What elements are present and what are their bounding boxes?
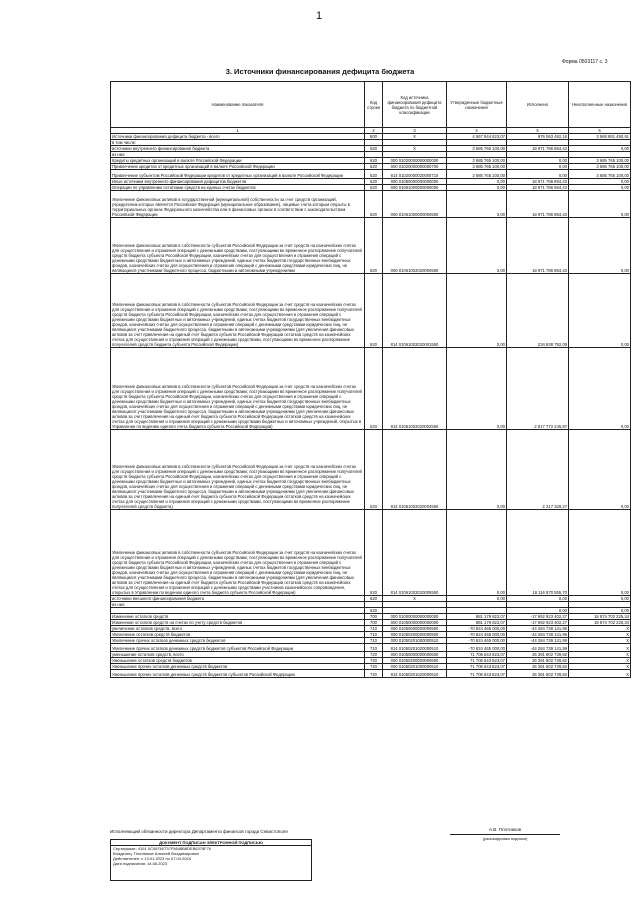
column-number: 4 [447,128,507,134]
row-line-code-cell: 700 [365,614,383,620]
row-source-code-cell: 000 01050000000000600 [383,652,447,658]
page-number-mark: 1 [316,10,323,22]
row-executed-cell: 0,00 [507,596,569,602]
row-approved-cell: 71 706 643 823,07 [447,664,507,670]
table-row [111,638,631,644]
row-executed-cell: -17 992 923 402,27 [507,620,569,626]
row-executed-cell: -44 284 739 141,99 [507,626,569,632]
row-name-cell: Уменьшение прочих остатков денежных средств бюджетов субъектов Российской Федерации [111,670,365,678]
row-name-cell: из них: [111,602,365,608]
signature-caption: (расшифровка подписи) [482,836,528,841]
row-unexecuted-cell: X [569,644,631,652]
row-line-code-cell: 720 [365,652,383,658]
row-unexecuted-cell: X [569,638,631,644]
row-executed-cell: 0,00 [507,170,569,179]
row-unexecuted-cell: 0,00 [569,608,631,614]
row-unexecuted-cell: X [569,670,631,678]
row-unexecuted-cell: 3 685 765 100,00 [569,158,631,164]
row-line-code-cell: 520 [365,274,383,348]
row-unexecuted-cell: 0,00 [569,348,631,430]
row-approved-cell: 0,00 [447,179,507,185]
row-name-cell: уменьшение остатков средств, всего [111,652,365,658]
financing-sources-table [110,81,631,678]
row-source-code-cell: 814 01061002020005550 [383,510,447,596]
row-approved-cell: 0,00 [447,191,507,218]
row-executed-cell: 26 391 802 739,82 [507,658,569,664]
signatory-position: Исполняющий обязанности директора Департамента финансов города Севастополя [110,829,288,834]
row-approved-cell: 0,00 [447,348,507,430]
row-source-code-cell: 814 01050201020000610 [383,670,447,678]
row-name-cell: Увеличение финансовых активов в собственности субъектов Российской Федерации за счет средств на казначейских счетах для осуществления и отражения операций с денежными средствами, поступающими во временное распоряжение получателей средств бюджета субъекта Российской Федерации, казначейских счетах для осуществления и отражения операций с денежными средствами бюджетных и автономных учреждений, единых счетах бюджетов государственных внебюджетных фондов, казначейских счетах для осуществления и отражения операций с денежными средствами юридических лиц, не являющихся участниками бюджетного процесса, бюджетными и автономными учреждениями (для увеличения финансовых активов за счет привлечения на единый счет бюджета субъекта Российской Федерации остатков средств на казначейских счетах для осуществления и отражения операций с денежными средствами бюджетных и автономных учреждений, открытых в Управлении по ведению единого счета бюджета субъекта Российской Федерации) [111,348,365,430]
row-name-cell: Иные источники внутреннего финансирования дефицитов бюджетов [111,179,365,185]
row-line-code-cell: 520 [365,348,383,430]
row-name-cell: в том числе: [111,140,365,146]
row-name-cell: Привлечение кредитов от кредитных организаций в валюте Российской Федерации [111,164,365,170]
row-approved-cell: 71 706 643 823,07 [447,652,507,658]
stamp-title: ДОКУМЕНТ ПОДПИСАН ЭЛЕКТРОННОЙ ПОДПИСЬЮ [111,840,311,846]
row-line-code-cell: 520 [365,430,383,510]
table-body [111,134,631,678]
row-approved-cell: 0,00 [447,218,507,274]
row-executed-cell: 976 063 492,16 [507,134,569,140]
row-executed-cell: -17 992 923 402,27 [507,614,569,620]
row-approved-cell: 3 685 765 100,00 [447,146,507,152]
row-name-cell: Увеличение финансовых активов в собственности субъектов Российской Федерации за счет средств на казначейских счетах для осуществления и отражения операций с денежными средствами, поступающими во временное распоряжение получателей средств бюджета субъекта Российской Федерации, казначейских счетах для осуществления и отражения операций с денежными средствами бюджетных и автономных учреждений, единых счетах бюджетов государственных внебюджетных фондов, казначейских счетах для осуществления и отражения операций с денежными средствами юридических лиц, не являющихся участниками бюджетного процесса, бюджетными и автономными учреждениями [111,218,365,274]
table-row [111,170,631,179]
column-number: 3 [383,128,447,134]
row-approved-cell: 3 685 765 100,00 [447,170,507,179]
table-row [111,632,631,638]
row-line-code-cell: 710 [365,644,383,652]
row-executed-cell: 0,00 [507,164,569,170]
row-line-code-cell: 520 [365,146,383,152]
row-unexecuted-cell: X [569,626,631,632]
row-line-code-cell: 710 [365,638,383,644]
row-unexecuted-cell: X [569,652,631,658]
row-name-cell: Увеличение финансовых активов в собственности субъектов Российской Федерации за счет средств на казначейских счетах для осуществления и отражения операций с денежными средствами, поступающими во временное распоряжение получателей средств бюджета субъекта Российской Федерации, казначейских счетах для осуществления и отражения операций с денежными средствами бюджетных и автономных учреждений, единых счетах бюджетов государственных внебюджетных фондов, казначейских счетах для осуществления и отражения операций с денежными средствами юридических лиц, не являющихся участниками бюджетного процесса, бюджетными и автономными учреждениями (для увеличения финансовых активов за счет привлечения на единый счет бюджета субъекта Российской Федерации остатков средств на казначейских счетах для осуществления и отражения операций с денежными средствами, поступающими во временное распоряжение получателей средств бюджета) [111,430,365,510]
row-line-code-cell: 520 [365,510,383,596]
row-source-code-cell: 000 01050200000000600 [383,658,447,664]
row-executed-cell: 26 391 802 739,82 [507,670,569,678]
row-executed-cell: 18 971 786 894,43 [507,191,569,218]
row-source-code-cell: 000 01060000000000000 [383,179,447,185]
row-source-code-cell: X [383,146,447,152]
row-approved-cell: -70 824 465 000,00 [447,632,507,638]
row-approved-cell: -70 824 465 000,00 [447,626,507,632]
row-approved-cell: 71 706 643 823,07 [447,670,507,678]
column-number: 1 [111,128,365,134]
row-unexecuted-cell: X [569,632,631,638]
row-executed-cell: 26 391 802 739,82 [507,664,569,670]
table-row [111,146,631,152]
row-source-code-cell: 000 01020000000000000 [383,158,447,164]
signature-line [450,834,560,835]
row-line-code-cell: 710 [365,632,383,638]
row-name-cell: Изменение остатков средств на счетах по учету средств бюджетов [111,620,365,626]
row-source-code-cell: 814 01061002020001550 [383,274,447,348]
row-executed-cell: -44 284 739 141,99 [507,638,569,644]
stamp-certificate: Сертификат: 4161 0C08760737F5648B8DEB6378F76 [113,846,212,851]
row-executed-cell: 0,00 [507,608,569,614]
row-name-cell: Кредиты кредитных организаций в валюте Российской Федерации [111,158,365,164]
row-source-code-cell: 000 01061002020000550 [383,218,447,274]
row-unexecuted-cell: 0,00 [569,274,631,348]
table-row [111,510,631,596]
row-line-code-cell: 520 [365,170,383,179]
row-approved-cell: -70 824 465 000,00 [447,638,507,644]
table-row [111,185,631,191]
row-source-code-cell: 814 01050201020000510 [383,644,447,652]
row-source-code-cell: 000 01000000000000000 [383,614,447,620]
row-unexecuted-cell: 0,00 [569,596,631,602]
row-executed-cell: 2 317 328,27 [507,430,569,510]
row-approved-cell: -70 824 465 000,00 [447,644,507,652]
row-executed-cell: -44 284 739 141,99 [507,632,569,638]
row-approved-cell: 4 567 944 823,07 [447,134,507,140]
row-source-code-cell: 000 01050000000000000 [383,620,447,626]
table-row [111,644,631,652]
table-row [111,664,631,670]
row-unexecuted-cell: 0,00 [569,430,631,510]
table-row [111,670,631,678]
column-number: 2 [365,128,383,134]
row-name-cell: Увеличение прочих остатков денежных средств бюджетов [111,638,365,644]
column-header-name: Наименование показателя [111,82,365,128]
table-row [111,348,631,430]
row-name-cell: Увеличение финансовых активов в собственности субъектов Российской Федерации за счет средств на казначейских счетах для осуществления и отражения операций с денежными средствами, поступающими во временное распоряжение получателей средств бюджета субъекта Российской Федерации, казначейских счетах для осуществления и отражения операций с денежными средствами бюджетных и автономных учреждений, единых счетах бюджетов государственных внебюджетных фондов, казначейских счетах для осуществления и отражения операций с денежными средствами юридических лиц, не являющихся участниками бюджетного процесса, бюджетными и автономными учреждениями (для увеличения финансовых активов за счет привлечения на единый счет бюджета субъекта Российской Федерации остатков средств на казначейских счетах для осуществления и отражения операций с денежными средствами, поступающими во временное распоряжение получателей средств бюджета субъекта Российской Федерации) [111,274,365,348]
row-line-code-cell: 720 [365,664,383,670]
row-unexecuted-cell: 0,00 [569,510,631,596]
row-executed-cell: 26 391 802 739,82 [507,652,569,658]
row-line-code-cell: 620 [365,596,383,602]
row-name-cell: Увеличение финансовых активов в государственной (муниципальной) собственности за счет средств организаций, учредителем которых является Российская Федерация (муниципальное образование), лицевые счета которым открыты в территориальных органах Федерального казначейства или в финансовых органах в соответствии с законодательством Российской Федерации [111,191,365,218]
column-header-code: Код источника финансирования дефицита бюджета по бюджетной классификации [383,82,447,128]
row-approved-cell: 3 685 765 100,00 [447,164,507,170]
stamp-valid: Действителен: с 13.01.2023 по 07.04.2024 [113,856,191,861]
row-executed-cell: -44 284 739 141,99 [507,644,569,652]
table-row [111,134,631,140]
row-name-cell: источники внешнего финансирования бюджета [111,596,365,602]
row-line-code-cell: 520 [365,164,383,170]
electronic-signature-stamp [110,839,312,881]
row-source-code-cell: X [383,596,447,602]
table-row [111,191,631,218]
table-row [111,430,631,510]
row-line-code-cell: 520 [365,185,383,191]
row-name-cell: Увеличение финансовых активов в собственности субъектов Российской Федерации за счет средств на казначейских счетах для осуществления и отражения операций с денежными средствами, поступающими во временное распоряжение получателей средств бюджета субъекта Российской Федерации, казначейских счетах для осуществления и отражения операций с денежными средствами бюджетных и автономных учреждений, единых счетах бюджетов государственных внебюджетных фондов, казначейских счетах для осуществления и отражения операций с денежными средствами юридических лиц, не являющихся участниками бюджетного процесса, бюджетными и автономными учреждениями (для увеличения финансовых активов за счет привлечения на единый счет бюджета субъекта Российской Федерации остатков средств на казначейских счетах для осуществления и отражения операций с денежными средствами участников казначейского сопровождения, открытых в Управлении по ведению единого счета бюджета субъекта Российской Федерации) [111,510,365,596]
table-row [111,274,631,348]
column-header-approved: Утвержденные бюджетные назначения [447,82,507,128]
stamp-signed: Дата подписания: 14.06.2023 [113,861,168,866]
row-source-code-cell: 000 01020000000000700 [383,164,447,170]
row-approved-cell: 881 179 823,07 [447,614,507,620]
row-executed-cell: 18 971 786 894,43 [507,185,569,191]
row-source-code-cell: 000 01050201000000610 [383,664,447,670]
column-number: 5 [507,128,569,134]
row-source-code-cell: 814 01061002020002550 [383,348,447,430]
row-unexecuted-cell: 0,00 [569,179,631,185]
column-header-unexecuted: Неисполненные назначения [569,82,631,128]
row-executed-cell: 234 838 792,09 [507,274,569,348]
form-code: Форма 0503117 с. 3 [562,59,608,65]
row-executed-cell: 18 116 870 555,70 [507,510,569,596]
row-approved-cell: 0,00 [447,596,507,602]
row-approved-cell: 0,00 [447,274,507,348]
section-title: 3. Источники финансирования дефицита бюджета [225,67,415,76]
row-source-code-cell: 000 01050000000000500 [383,626,447,632]
row-executed-cell: 2 817 772 245,87 [507,348,569,430]
stamp-owner: Владелец: Плотников Алексей Владимирович [113,851,199,856]
row-approved-cell: 881 179 823,07 [447,620,507,626]
row-approved-cell: 71 706 643 823,07 [447,658,507,664]
row-line-code-cell: 710 [365,626,383,632]
table-row [111,218,631,274]
row-approved-cell: 0,00 [447,185,507,191]
row-unexecuted-cell: 0,00 [569,146,631,152]
row-name-cell: Уменьшение прочих остатков денежных средств бюджетов [111,664,365,670]
row-unexecuted-cell: 3 568 881 490,91 [569,134,631,140]
row-executed-cell: 0,00 [507,158,569,164]
row-source-code-cell: 814 01020000020000710 [383,170,447,179]
row-source-code-cell: 000 01061000000000000 [383,185,447,191]
row-source-code-cell: 814 01061002020004550 [383,430,447,510]
row-line-code-cell: 620 [365,608,383,614]
row-approved-cell: 0,00 [447,430,507,510]
row-name-cell: Привлечение субъектом Российской Федерации кредитов от кредитных организаций в валюте Российской Федерации [111,170,365,179]
row-line-code-cell: 720 [365,658,383,664]
row-unexecuted-cell: 3 685 765 100,00 [569,170,631,179]
row-source-code-cell: X [383,134,447,140]
row-name-cell: из них: [111,152,365,158]
table-row [111,658,631,664]
row-line-code-cell: 500 [365,134,383,140]
row-name-cell: Увеличение остатков средств бюджетов [111,632,365,638]
row-unexecuted-cell: 18 874 702 225,34 [569,614,631,620]
row-line-code-cell: 520 [365,158,383,164]
row-approved-cell: 0,00 [447,510,507,596]
row-executed-cell: 18 971 786 894,43 [507,146,569,152]
column-header-executed: Исполнено [507,82,569,128]
row-unexecuted-cell: 0,00 [569,191,631,218]
row-source-code-cell: 000 01050201000000510 [383,638,447,644]
row-executed-cell: 18 971 786 894,43 [507,179,569,185]
row-approved-cell: 3 685 765 100,00 [447,158,507,164]
row-unexecuted-cell: X [569,658,631,664]
row-unexecuted-cell: 0,00 [569,185,631,191]
row-name-cell: источники внутреннего финансирования бюджета [111,146,365,152]
column-header-line: Код строки [365,82,383,128]
row-name-cell: Изменение остатков средств [111,614,365,620]
row-source-code-cell: 000 01050200000000500 [383,632,447,638]
table-row [111,620,631,626]
row-unexecuted-cell: X [569,664,631,670]
row-line-code-cell: 520 [365,179,383,185]
table-row [111,179,631,185]
row-line-code-cell: 520 [365,218,383,274]
row-name-cell: Источники финансирования дефицита бюджета - всего [111,134,365,140]
row-line-code-cell: 520 [365,191,383,218]
row-executed-cell: 18 971 786 894,43 [507,218,569,274]
row-name-cell: Увеличение прочих остатков денежных средств бюджетов субъектов Российской Федерации [111,644,365,652]
row-unexecuted-cell: 3 685 765 100,00 [569,164,631,170]
row-unexecuted-cell: 0,00 [569,218,631,274]
row-unexecuted-cell: 18 874 702 225,34 [569,620,631,626]
signatory-name: А.В. Плотников [488,827,522,832]
row-source-code-cell: 000 01061000000000500 [383,191,447,218]
row-name-cell: увеличение остатков средств, всего [111,626,365,632]
table-header-row [111,82,631,128]
row-name-cell: Уменьшение остатков средств бюджетов [111,658,365,664]
row-line-code-cell: 700 [365,620,383,626]
column-number: 6 [569,128,631,134]
row-line-code-cell: 720 [365,670,383,678]
row-name-cell: Операции по управлению остатками средств на единых счетах бюджетов [111,185,365,191]
